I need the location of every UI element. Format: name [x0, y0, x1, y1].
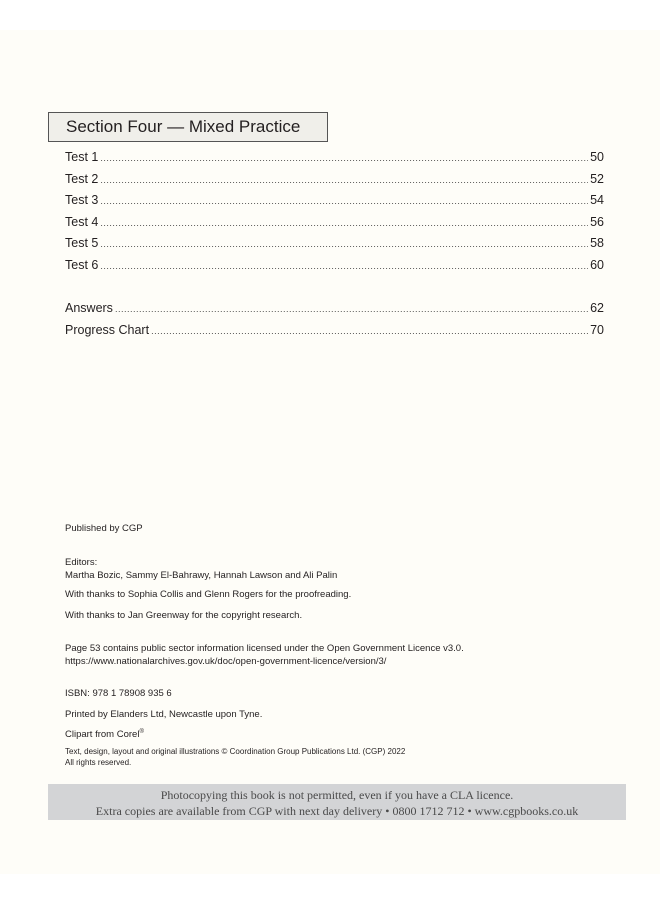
published-by: Published by CGP — [65, 523, 143, 534]
toc-leader — [115, 304, 588, 314]
toc-label: Answers — [65, 301, 113, 315]
toc-row-test-4[interactable] — [65, 215, 604, 237]
printed-by: Printed by Elanders Ltd, Newcastle upon Tyne. — [65, 709, 263, 720]
toc-leader — [100, 239, 588, 249]
toc-label: Test 1 — [65, 150, 99, 164]
banner-line-1: Photocopying this book is not permitted, even if you have a CLA licence. — [160, 788, 514, 802]
section-title-box — [48, 112, 328, 142]
toc-row-answers[interactable] — [65, 301, 604, 323]
toc-leader — [100, 196, 588, 206]
copyright-line: Text, design, layout and original illustrations © Coordination Group Publications Ltd. (CGP) 2022 — [65, 747, 406, 756]
toc-page-number: 52 — [590, 171, 604, 186]
toc-page-number: 60 — [590, 257, 604, 272]
banner-line-2: Extra copies are available from CGP with next day delivery • 0800 1712 712 • www.cgpbooks.co.uk — [95, 804, 579, 818]
toc-tests — [65, 150, 604, 279]
registered-mark: ® — [139, 729, 144, 735]
clipart-text: Clipart from Corel — [65, 729, 140, 741]
toc-leader — [100, 218, 588, 228]
toc-row-progress-chart[interactable] — [65, 323, 604, 345]
toc-page-number: 70 — [590, 322, 604, 337]
toc-page-number: 62 — [590, 301, 604, 315]
toc-row-test-2[interactable] — [65, 172, 604, 194]
toc-label: Test 4 — [65, 214, 99, 229]
toc-row-test-5[interactable] — [65, 236, 604, 258]
thanks-proofreading: With thanks to Sophia Collis and Glenn Rogers for the proofreading. — [65, 589, 352, 600]
toc-row-test-1[interactable] — [65, 150, 604, 172]
toc-page-number: 56 — [590, 214, 604, 229]
editors-label: Editors: — [65, 557, 98, 568]
toc-leader — [151, 326, 588, 336]
isbn: ISBN: 978 1 78908 935 6 — [65, 688, 172, 699]
toc-label: Test 6 — [65, 257, 99, 272]
toc-page-number: 54 — [590, 193, 604, 207]
toc-row-test-6[interactable] — [65, 258, 604, 280]
toc-page-number: 58 — [590, 236, 604, 250]
toc-label: Test 5 — [65, 236, 99, 250]
photocopy-notice-banner — [48, 784, 626, 820]
toc-label: Progress Chart — [65, 322, 150, 337]
editors-names: Martha Bozic, Sammy El-Bahrawy, Hannah Lawson and Ali Palin — [65, 570, 338, 581]
rights-line: All rights reserved. — [65, 758, 132, 767]
thanks-copyright: With thanks to Jan Greenway for the copyright research. — [65, 610, 303, 621]
section-title: Section Four — Mixed Practice — [66, 117, 301, 136]
toc-extras — [65, 301, 604, 344]
toc-row-test-3[interactable] — [65, 193, 604, 215]
toc-leader — [100, 153, 588, 163]
clipart-credit — [65, 726, 144, 741]
toc-leader — [100, 261, 588, 271]
toc-label: Test 3 — [65, 193, 99, 207]
licence-note: Page 53 contains public sector information licensed under the Open Government Licence v3.0. — [65, 643, 464, 654]
toc-page-number: 50 — [590, 150, 604, 164]
licence-url: https://www.nationalarchives.gov.uk/doc/open-government-licence/version/3/ — [65, 656, 387, 667]
toc-label: Test 2 — [65, 171, 99, 186]
toc-leader — [100, 175, 588, 185]
